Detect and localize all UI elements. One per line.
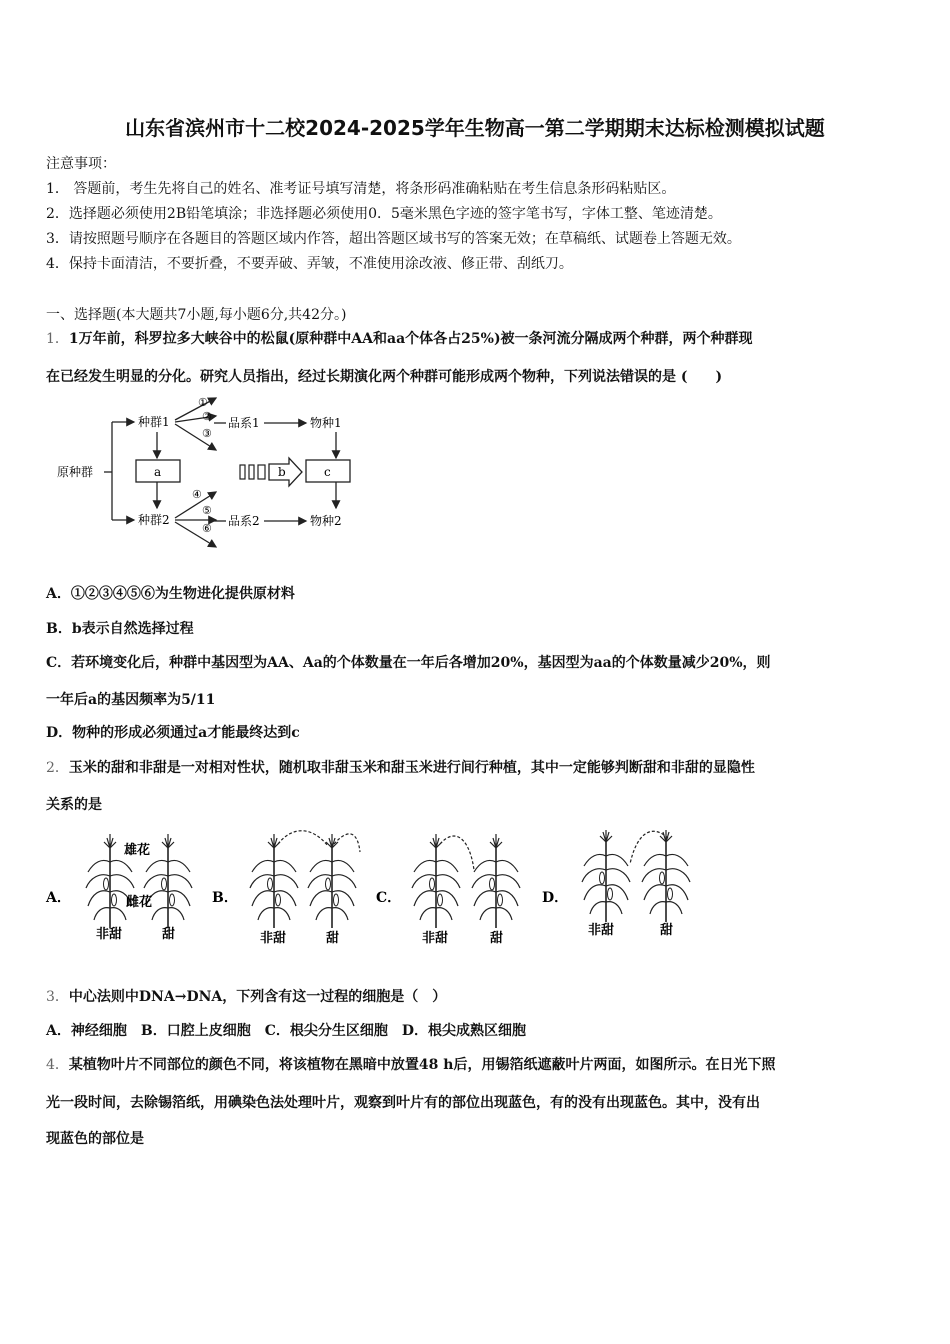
question-3: 3．中心法则中DNA→DNA，下列含有这一过程的细胞是（ ） [46,989,447,1005]
notice-item: 2．选择题必须使用2B铅笔填涂；非选择题必须使用0．5毫米黑色字迹的签字笔书写，字体工整、笔迹清楚。 [46,206,722,222]
q2-option-a-letter: A． [46,890,71,906]
male-flower-label: 雄花 [124,843,151,858]
question-number: 3． [46,989,69,1005]
pop2-label: 种群2 [138,513,170,527]
label-non-sweet: 非甜 [588,923,615,938]
label-non-sweet: 非甜 [96,927,123,942]
species2-label: 物种2 [310,514,342,528]
question-4-line3: 现蓝色的部位是 [46,1131,144,1147]
corn-plant [582,830,630,922]
notice-item: 3．请按照题号顺序在各题目的答题区域内作答，超出答题区域书写的答案无效；在草稿纸、试题卷上答题无效。 [46,231,741,247]
pollination-arrow [440,836,474,870]
page-title: 山东省滨州市十二校2024-2025学年生物高一第二学期期末达标检测模拟试题 [125,116,825,140]
q1-option-c-cont: 一年后a的基因频率为5/11 [46,692,216,708]
q2-option-b-letter: B． [212,890,238,906]
dash-block [258,465,265,479]
notice-heading: 注意事项： [46,156,116,172]
question-3-options: A．神经细胞 B．口腔上皮细胞 C．根尖分生区细胞 D．根尖成熟区细胞 [46,1023,526,1039]
label-sweet: 甜 [326,931,340,946]
corn-plant [412,834,460,928]
corn-plant [308,834,356,928]
question-1-line1: 1．1万年前，科罗拉多大峡谷中的松鼠(原种群中AA和aa个体各占25%)被一条河流分隔成两个种群，两个种群现 [46,331,753,347]
pollination-arrow [278,831,328,846]
label-sweet: 甜 [490,931,504,946]
question-2-line2: 关系的是 [46,797,102,813]
species1-label: 物种1 [310,416,342,430]
mark-1: ① [198,396,208,409]
question-1-line2: 在已经发生明显的分化。研究人员指出，经过长期演化两个种群可能形成两个物种，下列说法错误的是 ( ) [46,369,723,385]
mark-6: ⑥ [202,522,212,535]
question-4-line2: 光一段时间，去除锡箔纸，用碘染色法处理叶片，观察到叶片有的部位出现蓝色，有的没有出现蓝色。其中，没有出 [46,1095,760,1111]
label-sweet: 甜 [162,927,176,942]
original-population-label: 原种群 [57,465,94,479]
question-number: 2． [46,760,69,776]
corn-plant [472,834,520,928]
dash-block [249,465,254,479]
dash-block [240,465,245,479]
question-4-line1: 4．某植物叶片不同部位的颜色不同，将该植物在黑暗中放置48 h后，用锡箔纸遮蔽叶片两面，如图所示。在日光下照 [46,1057,776,1073]
question-2-line1: 2．玉米的甜和非甜是一对相对性状，随机取非甜玉米和甜玉米进行间行种植，其中一定能够判断甜和非甜的显隐性 [46,760,755,776]
pop1-label: 种群1 [138,415,170,429]
mark-5: ⑤ [202,504,212,517]
evolution-diagram [54,392,364,552]
mark-4: ④ [192,488,202,501]
label-sweet: 甜 [660,923,674,938]
notice-item: 1． 答题前，考生先将自己的姓名、准考证号填写清楚，将条形码准确粘贴在考生信息条形码粘贴区。 [46,181,676,197]
strain2-label: 品系2 [228,514,260,528]
q1-option-b: B．b表示自然选择过程 [46,621,194,637]
q2-option-c-letter: C． [376,890,402,906]
question-number: 4． [46,1057,69,1073]
box-c-label: c [324,465,331,479]
label-non-sweet: 非甜 [422,931,449,946]
female-flower-label: 雌花 [126,895,153,910]
box-a-label: a [154,465,162,479]
box-b-label: b [278,465,286,479]
corn-plant [642,830,690,922]
question-number: 1． [46,331,69,347]
mark-2: ② [202,410,212,423]
q1-option-a: A．①②③④⑤⑥为生物进化提供原材料 [46,586,295,602]
q1-option-c: C．若环境变化后，种群中基因型为AA、Aa的个体数量在一年后各增加20%，基因型为aa的个体数量减少20%，则 [46,655,771,671]
q1-option-d: D．物种的形成必须通过a才能最终达到c [46,725,300,741]
mark-3: ③ [202,427,212,440]
corn-plant [144,834,192,928]
corn-options-figure [40,830,720,950]
q2-option-d-letter: D． [542,890,569,906]
notice-item: 4．保持卡面清洁，不要折叠，不要弄破、弄皱，不准使用涂改液、修正带、刮纸刀。 [46,256,573,272]
corn-plant [250,834,298,928]
strain1-label: 品系1 [228,416,260,430]
section-heading: 一、选择题(本大题共7小题,每小题6分,共42分。) [46,307,347,323]
label-non-sweet: 非甜 [260,931,287,946]
